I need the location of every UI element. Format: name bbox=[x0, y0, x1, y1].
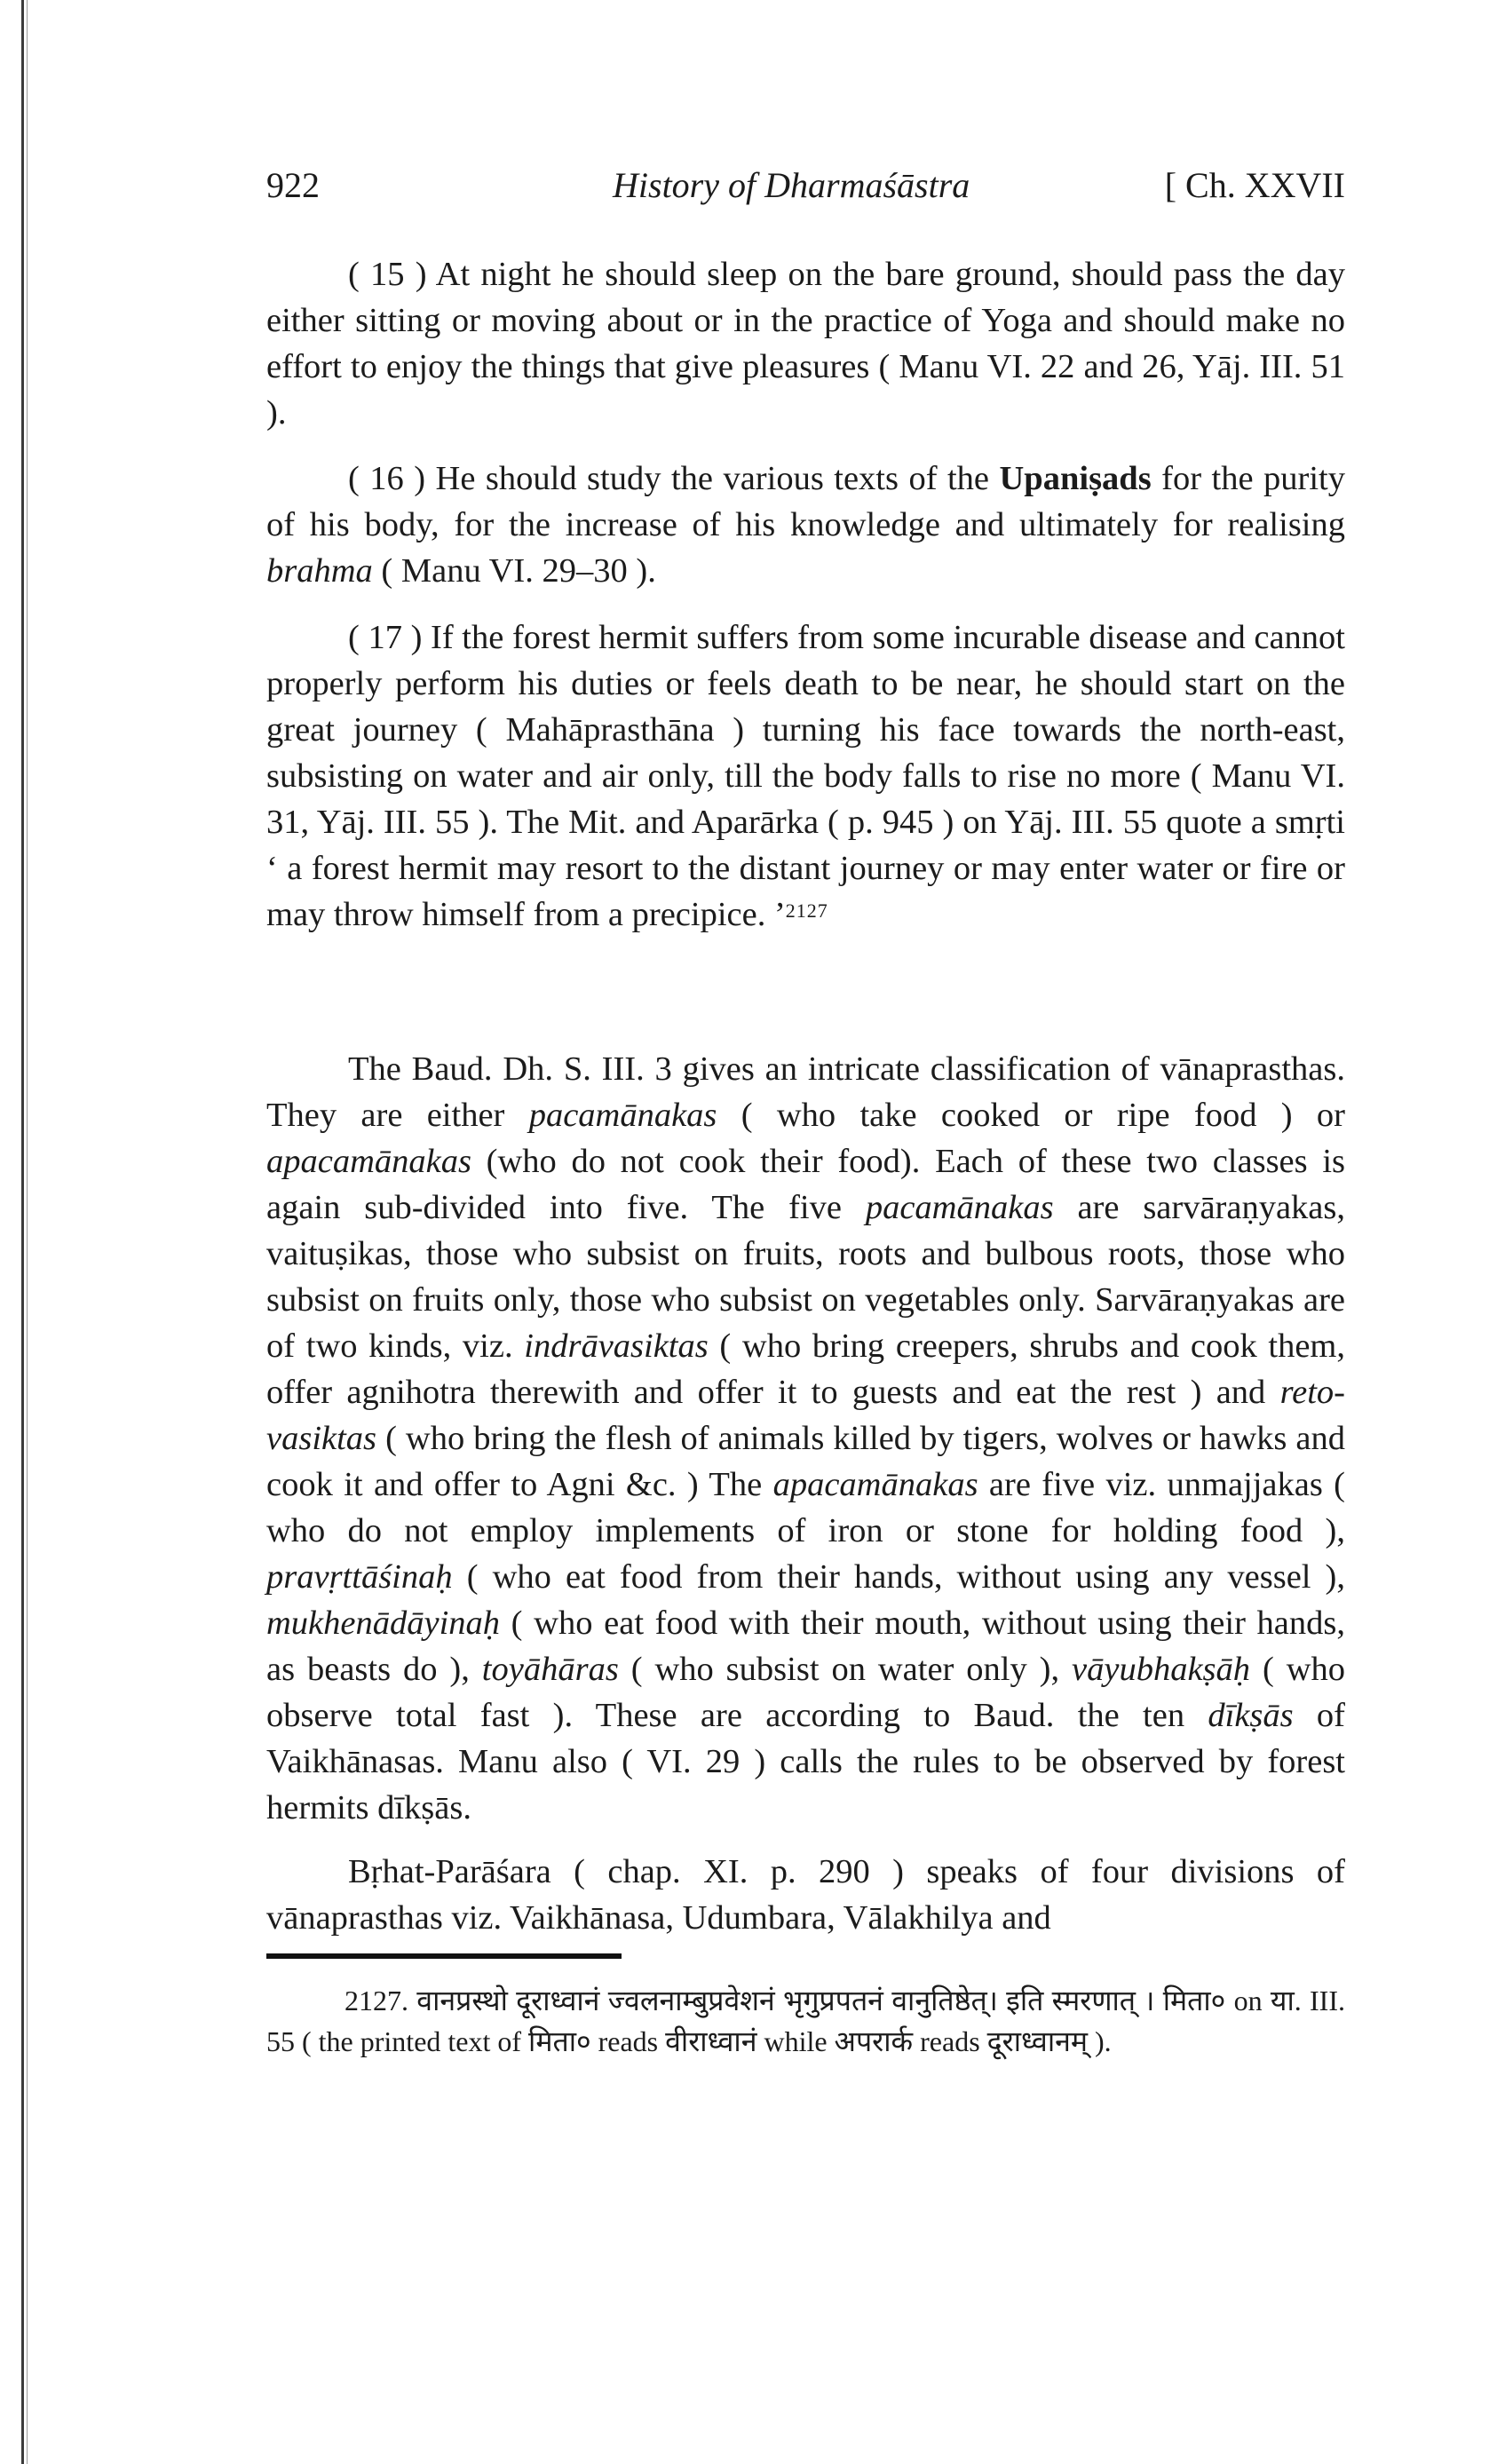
baud-i6: apacamānakas bbox=[772, 1466, 978, 1503]
p16-text-a: ( 16 ) He should study the various texts of the bbox=[348, 460, 1000, 497]
baud-i9: toyāhāras bbox=[481, 1651, 619, 1688]
baud-i1: pacamānakas bbox=[528, 1097, 717, 1134]
footnote-ref-2127[interactable]: 2127 bbox=[785, 899, 828, 922]
running-header bbox=[266, 164, 1345, 218]
baud-i7: pravṛttāśinaḥ bbox=[266, 1558, 453, 1596]
baud-i2: apacamānakas bbox=[266, 1143, 471, 1180]
footnote-text: वानप्रस्थो दूराध्वानं ज्वलनाम्बुप्रवेशनं भृगुप्रपतनं वानुतिष्ठेत्। इति स्मरणात् । मिता० on या. III. 55 ( the printed text of मिता० reads वीराध्वानं while अपरार्क reads दूराध्वानम् ). bbox=[266, 1985, 1345, 2057]
chapter-label: [ Ch. XXVII bbox=[1164, 165, 1345, 205]
p17-text: ( 17 ) If the forest hermit suffers from some incurable disease and cannot properly perform his duties or feels death to be near, he should start on the great journey ( Mahāprasthāna ) turning his face towards the north-east, subsisting on water and air only, till the body falls to rise no more ( Manu VI. 31, Yāj. III. 55 ). The Mit. and Aparārka ( p. 945 ) on Yāj. III. 55 quote a smṛti ‘ a forest hermit may resort to the distant journey or may enter water or fire or may throw himself from a precipice. ’ bbox=[266, 619, 1345, 933]
paragraph-baudhayana bbox=[266, 1046, 1345, 1831]
baud-s10: ( who subsist on water only ), bbox=[618, 1651, 1073, 1688]
p16-upanisads: Upaniṣads bbox=[999, 460, 1152, 497]
baud-i3: pacamānakas bbox=[865, 1189, 1054, 1226]
paragraph-brhat-parasara: Bṛhat-Parāśara ( chap. XI. p. 290 ) speaks of four divisions of vānaprasthas viz. Vaikhānasa, Udumbara, Vālakhilya and bbox=[266, 1853, 1345, 1937]
baud-i8: mukhenādāyinaḥ bbox=[266, 1604, 501, 1642]
baud-s3: (who do not cook their food). Each of these two classes is again sub-divided into five. The five bbox=[266, 1143, 1345, 1226]
baud-i11: dīkṣās bbox=[1208, 1697, 1294, 1734]
baud-s2: ( who take cooked or ripe food ) or bbox=[717, 1097, 1346, 1134]
baud-i10: vāyubhakṣāḥ bbox=[1072, 1651, 1251, 1688]
page-number: 922 bbox=[266, 165, 320, 205]
footnote-number: 2127. bbox=[345, 1985, 408, 2016]
p16-brahma: brahma bbox=[266, 552, 373, 590]
baud-s9: ( who eat food with their mouth, without using their hands, as beasts do ), bbox=[266, 1604, 1345, 1688]
baud-s1: The Baud. Dh. S. III. 3 gives an intricate classification of vānaprasthas. They are either bbox=[266, 1050, 1345, 1134]
baud-s4: are sarvāraṇyakas, vaituṣikas, those who subsist on fruits, roots and bulbous roots, those who subsist on fruits only, those who subsist on vegetables only. Sarvāraṇyakas are of two kinds, viz. bbox=[266, 1189, 1345, 1365]
book-title: History of Dharmaśāstra bbox=[613, 165, 970, 205]
baud-s6: ( who bring the flesh of animals killed by tigers, wolves or hawks and cook it and offer to Agni &c. ) The bbox=[266, 1420, 1345, 1503]
baud-s11: ( who observe total fast ). These are according to Baud. the ten bbox=[266, 1651, 1345, 1734]
baud-s7: are five viz. unmajjakas ( who do not employ implements of iron or stone for holding food ), bbox=[266, 1466, 1346, 1549]
footnote-rule bbox=[266, 1953, 622, 1959]
footnote-2127 bbox=[266, 1980, 1345, 2062]
baud-s5: ( who bring creepers, shrubs and cook them, offer agnihotra therewith and offer it to guests and eat the rest ) and bbox=[266, 1327, 1345, 1411]
paragraph-16 bbox=[266, 456, 1345, 594]
scan-left-edge-shadow bbox=[27, 0, 28, 2464]
paragraph-15: ( 15 ) At night he should sleep on the bare ground, should pass the day either sitting or moving about or in the practice of Yoga and should make no effort to enjoy the things that give pleasures ( Manu VI. 22 and 26, Yāj. III. 51 ). bbox=[266, 256, 1345, 432]
paragraph-17 bbox=[266, 614, 1345, 938]
p16-text-c: ( Manu VI. 29–30 ). bbox=[372, 552, 656, 590]
p16-text-b: for the purity of his body, for the increase of his knowledge and ultimately for realising bbox=[266, 460, 1345, 543]
baud-s12: of Vaikhānasas. Manu also ( VI. 29 ) calls the rules to be observed by forest hermits dīkṣās. bbox=[266, 1697, 1345, 1826]
baud-s8: ( who eat food from their hands, without using any vessel ), bbox=[452, 1558, 1345, 1596]
baud-i5: reto-vasiktas bbox=[266, 1374, 1345, 1457]
scan-left-edge bbox=[21, 0, 24, 2464]
baud-i4: indrāvasiktas bbox=[524, 1327, 709, 1365]
